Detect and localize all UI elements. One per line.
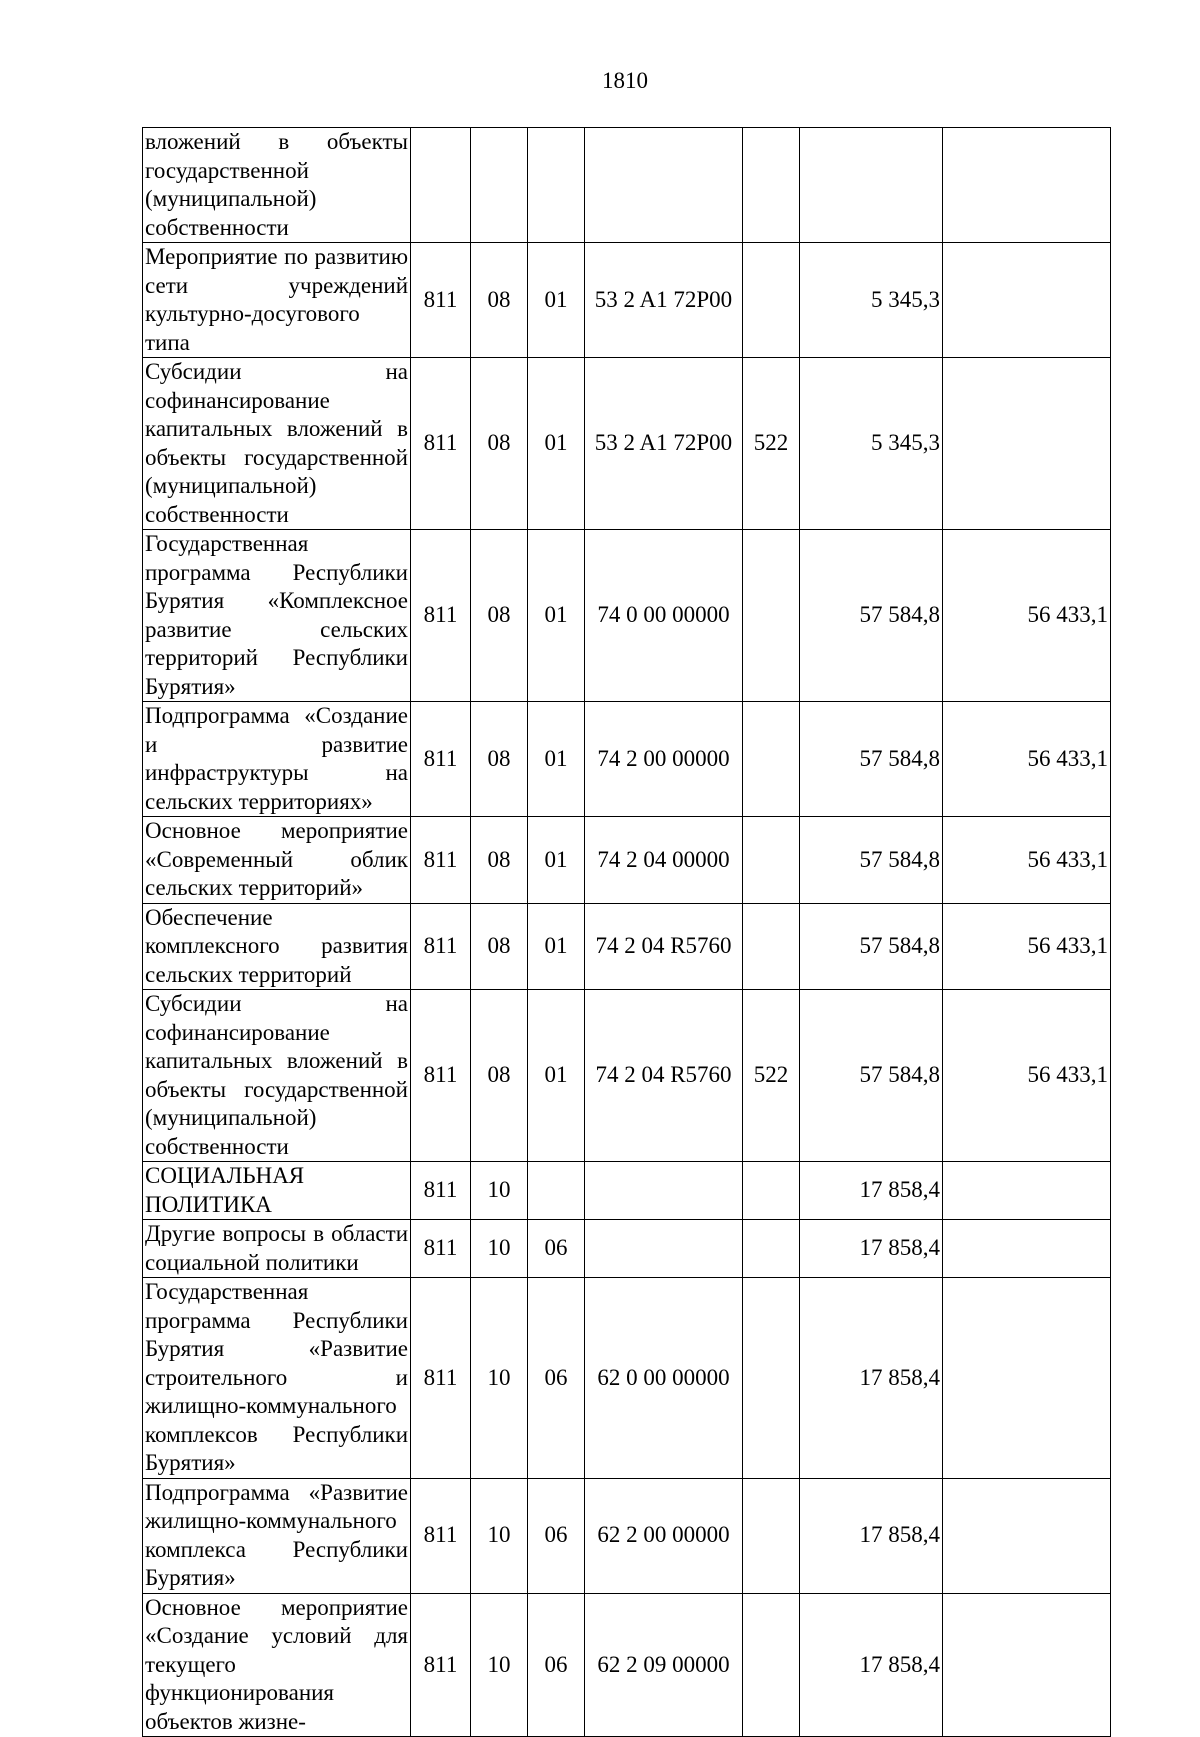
target-article-code xyxy=(585,1220,743,1278)
expense-type-code xyxy=(743,903,800,990)
amount-first: 5 345,3 xyxy=(800,358,943,530)
subsection-code: 06 xyxy=(528,1478,585,1593)
section-code: 10 xyxy=(471,1278,528,1479)
row-name: Субсидии на софинансирование капитальных вложений в объекты государственной (муниципальной) собственности xyxy=(143,990,411,1162)
target-article-code: 74 2 04 R5760 xyxy=(585,903,743,990)
amount-first: 57 584,8 xyxy=(800,903,943,990)
subsection-code: 01 xyxy=(528,903,585,990)
table-row xyxy=(143,1593,1111,1737)
target-article-code: 62 0 00 00000 xyxy=(585,1278,743,1479)
amount-first: 57 584,8 xyxy=(800,702,943,817)
section-code xyxy=(471,128,528,243)
ministry-code xyxy=(411,128,471,243)
expense-type-code xyxy=(743,1220,800,1278)
ministry-code: 811 xyxy=(411,903,471,990)
amount-first: 17 858,4 xyxy=(800,1593,943,1737)
expense-type-code xyxy=(743,530,800,702)
target-article-code: 62 2 00 00000 xyxy=(585,1478,743,1593)
section-code: 10 xyxy=(471,1478,528,1593)
amount-first: 17 858,4 xyxy=(800,1278,943,1479)
row-name: Обеспечение комплексного развития сельских территорий xyxy=(143,903,411,990)
amount-second: 56 433,1 xyxy=(943,702,1111,817)
amount-second: 56 433,1 xyxy=(943,990,1111,1162)
row-name: вложений в объекты государственной (муниципальной) собственности xyxy=(143,128,411,243)
amount-second xyxy=(943,243,1111,358)
row-name: Субсидии на софинансирование капитальных вложений в объекты государственной (муниципальной) собственности xyxy=(143,358,411,530)
table-row xyxy=(143,530,1111,702)
amount-second: 56 433,1 xyxy=(943,817,1111,904)
subsection-code xyxy=(528,128,585,243)
expense-type-code xyxy=(743,1593,800,1737)
target-article-code: 74 0 00 00000 xyxy=(585,530,743,702)
row-name: СОЦИАЛЬНАЯ ПОЛИТИКА xyxy=(143,1162,411,1220)
section-code: 08 xyxy=(471,990,528,1162)
section-code: 08 xyxy=(471,702,528,817)
ministry-code: 811 xyxy=(411,530,471,702)
ministry-code: 811 xyxy=(411,1593,471,1737)
table-row xyxy=(143,1278,1111,1479)
target-article-code xyxy=(585,1162,743,1220)
row-name: Мероприятие по развитию сети учреждений культурно-досугового типа xyxy=(143,243,411,358)
target-article-code xyxy=(585,128,743,243)
ministry-code: 811 xyxy=(411,817,471,904)
amount-second xyxy=(943,1162,1111,1220)
expense-type-code xyxy=(743,817,800,904)
ministry-code: 811 xyxy=(411,1278,471,1479)
budget-table xyxy=(142,127,1111,1737)
subsection-code: 01 xyxy=(528,817,585,904)
table-row xyxy=(143,128,1111,243)
subsection-code: 01 xyxy=(528,243,585,358)
subsection-code: 06 xyxy=(528,1220,585,1278)
section-code: 08 xyxy=(471,358,528,530)
subsection-code: 01 xyxy=(528,990,585,1162)
amount-first: 17 858,4 xyxy=(800,1220,943,1278)
table-row xyxy=(143,702,1111,817)
table-row xyxy=(143,358,1111,530)
row-name: Государственная программа Республики Бурятия «Развитие строительного и жилищно-коммунального комплексов Республики Бурятия» xyxy=(143,1278,411,1479)
target-article-code: 62 2 09 00000 xyxy=(585,1593,743,1737)
table-row xyxy=(143,1478,1111,1593)
target-article-code: 53 2 A1 72P00 xyxy=(585,358,743,530)
amount-second: 56 433,1 xyxy=(943,903,1111,990)
amount-first: 57 584,8 xyxy=(800,817,943,904)
amount-second xyxy=(943,1278,1111,1479)
row-name: Другие вопросы в области социальной политики xyxy=(143,1220,411,1278)
target-article-code: 74 2 04 R5760 xyxy=(585,990,743,1162)
ministry-code: 811 xyxy=(411,358,471,530)
amount-first xyxy=(800,128,943,243)
subsection-code: 01 xyxy=(528,530,585,702)
row-name: Подпрограмма «Развитие жилищно-коммунального комплекса Республики Бурятия» xyxy=(143,1478,411,1593)
ministry-code: 811 xyxy=(411,243,471,358)
target-article-code: 74 2 00 00000 xyxy=(585,702,743,817)
subsection-code: 01 xyxy=(528,358,585,530)
page-number: 1810 xyxy=(602,68,648,93)
amount-first: 17 858,4 xyxy=(800,1162,943,1220)
table-row xyxy=(143,1162,1111,1220)
table-row xyxy=(143,990,1111,1162)
expense-type-code xyxy=(743,1278,800,1479)
section-code: 08 xyxy=(471,903,528,990)
ministry-code: 811 xyxy=(411,702,471,817)
expense-type-code xyxy=(743,1162,800,1220)
subsection-code xyxy=(528,1162,585,1220)
expense-type-code xyxy=(743,243,800,358)
expense-type-code xyxy=(743,128,800,243)
table-row xyxy=(143,243,1111,358)
row-name: Основное мероприятие «Создание условий для текущего функционирования объектов жизне- xyxy=(143,1593,411,1737)
section-code: 10 xyxy=(471,1162,528,1220)
amount-second xyxy=(943,1478,1111,1593)
expense-type-code: 522 xyxy=(743,990,800,1162)
ministry-code: 811 xyxy=(411,1162,471,1220)
subsection-code: 01 xyxy=(528,702,585,817)
subsection-code: 06 xyxy=(528,1278,585,1479)
amount-first: 57 584,8 xyxy=(800,530,943,702)
section-code: 10 xyxy=(471,1593,528,1737)
section-code: 08 xyxy=(471,817,528,904)
table-row xyxy=(143,817,1111,904)
row-name: Подпрограмма «Создание и развитие инфраструктуры на сельских территориях» xyxy=(143,702,411,817)
expense-type-code xyxy=(743,702,800,817)
ministry-code: 811 xyxy=(411,1220,471,1278)
ministry-code: 811 xyxy=(411,990,471,1162)
table-row xyxy=(143,903,1111,990)
amount-second xyxy=(943,128,1111,243)
section-code: 08 xyxy=(471,243,528,358)
amount-first: 17 858,4 xyxy=(800,1478,943,1593)
subsection-code: 06 xyxy=(528,1593,585,1737)
row-name: Государственная программа Республики Бурятия «Комплексное развитие сельских территорий Республики Бурятия» xyxy=(143,530,411,702)
amount-first: 5 345,3 xyxy=(800,243,943,358)
ministry-code: 811 xyxy=(411,1478,471,1593)
section-code: 08 xyxy=(471,530,528,702)
target-article-code: 53 2 A1 72P00 xyxy=(585,243,743,358)
section-code: 10 xyxy=(471,1220,528,1278)
amount-second xyxy=(943,358,1111,530)
expense-type-code: 522 xyxy=(743,358,800,530)
amount-second: 56 433,1 xyxy=(943,530,1111,702)
target-article-code: 74 2 04 00000 xyxy=(585,817,743,904)
amount-second xyxy=(943,1220,1111,1278)
row-name: Основное мероприятие «Современный облик сельских территорий» xyxy=(143,817,411,904)
amount-first: 57 584,8 xyxy=(800,990,943,1162)
expense-type-code xyxy=(743,1478,800,1593)
amount-second xyxy=(943,1593,1111,1737)
table-row xyxy=(143,1220,1111,1278)
